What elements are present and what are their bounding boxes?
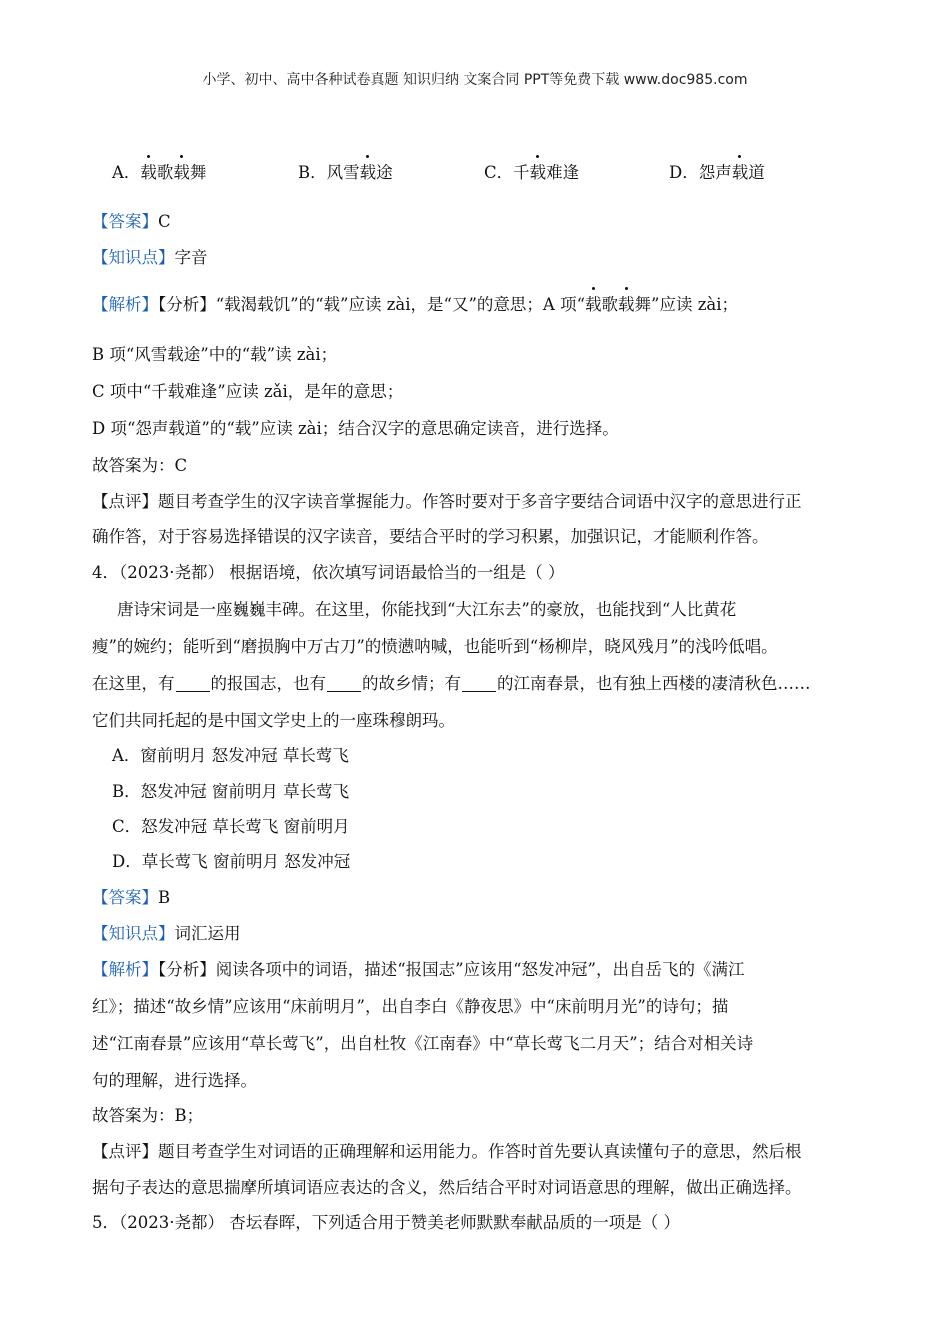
q4-option-c: C．怒发冲冠 草长莺飞 窗前明月 xyxy=(112,817,350,836)
q4-comment-line-2: 据句子表达的意思揣摩所填词语应表达的含义，然后结合平时对词语意思的理解，做出正确选择。 xyxy=(92,1178,802,1197)
q4-analysis-line-3: 述“江南春景”应该用“草长莺飞”，出自杜牧《江南春》中“草长莺飞二月天”；结合对相关诗 xyxy=(92,1034,754,1053)
q3-answer: 【答案】C xyxy=(92,212,171,231)
q4-knowledge-point: 【知识点】词汇运用 xyxy=(92,924,241,943)
q3-analysis-line-2: B 项“风雪载途”中的“载”读 zài； xyxy=(92,345,338,364)
q4-passage-line-3: 在这里，有 的报国志，也有 的故乡情；有 的江南春景，也有独上西楼的凄清秋色…… xyxy=(92,674,811,693)
q4-passage-line-1: 唐诗宋词是一座巍巍丰碑。在这里，你能找到“大江东去”的豪放，也能找到“人比黄花 xyxy=(117,600,737,619)
q4-option-d: D．草长莺飞 窗前明月 怒发冲冠 xyxy=(112,852,351,871)
q4-analysis-line-4: 句的理解，进行选择。 xyxy=(92,1071,257,1090)
q5-stem: 5．（2023·尧都） 杏坛春晖，下列适合用于赞美老师默默奉献品质的一项是（ ） xyxy=(92,1213,680,1232)
blank-2 xyxy=(327,675,361,693)
q4-comment-line-1: 【点评】题目考查学生对词语的正确理解和运用能力。作答时首先要认真读懂句子的意思，然后根 xyxy=(92,1142,802,1161)
q3-knowledge-point: 【知识点】字音 xyxy=(92,248,208,267)
q4-answer: 【答案】B xyxy=(92,888,171,907)
q3-analysis-line-3: C 项中“千载难逢”应读 zǎi，是年的意思； xyxy=(92,382,404,401)
page-header: 小学、初中、高中各种试卷真题 知识归纳 文案合同 PPT等免费下载 www.doc985.com xyxy=(202,72,748,88)
q3-comment-line-2: 确作答，对于容易选择错误的汉字读音，要结合平时的学习积累，加强识记，才能顺利作答。 xyxy=(92,527,769,546)
q4-passage-line-2: 瘦”的婉约；能听到“磨损胸中万古刀”的愤懑呐喊，也能听到“杨柳岸，晓风残月”的浅吟低唱。 xyxy=(92,637,778,656)
q4-analysis-line-1: 【解析】【分析】阅读各项中的词语，描述“报国志”应该用“怒发冲冠”，出自岳飞的《满江 xyxy=(92,960,745,979)
q4-passage-line-4: 它们共同托起的是中国文学史上的一座珠穆朗玛。 xyxy=(92,711,455,730)
blank-1 xyxy=(176,675,210,693)
q3-option-a: A．载歌载舞 xyxy=(112,159,206,183)
q4-conclusion: 故答案为：B； xyxy=(92,1106,204,1125)
q3-conclusion: 故答案为：C xyxy=(92,456,188,475)
q3-analysis-line-4: D 项“怨声载道”的“载”应读 zài；结合汉字的意思确定读音，进行选择。 xyxy=(92,419,619,438)
q3-analysis-line-1: 【解析】【分析】“载渴载饥”的“载”应读 zài，是“又”的意思；A 项“载歌载舞”应读 zài； xyxy=(92,291,738,315)
q3-comment-line-1: 【点评】题目考查学生的汉字读音掌握能力。作答时要对于多音字要结合词语中汉字的意思进行正 xyxy=(92,492,802,511)
q3-option-d: D．怨声载道 xyxy=(669,159,765,183)
q3-options xyxy=(112,159,872,183)
q4-option-a: A．窗前明月 怒发冲冠 草长莺飞 xyxy=(112,746,349,765)
blank-3 xyxy=(462,675,496,693)
q4-analysis-line-2: 红》；描述“故乡情”应该用“床前明月”，出自李白《静夜思》中“床前明月光”的诗句；描 xyxy=(92,997,729,1016)
q3-option-c: C．千载难逢 xyxy=(484,159,579,183)
q4-stem: 4．（2023·尧都） 根据语境，依次填写词语最恰当的一组是（ ） xyxy=(92,563,565,582)
q4-option-b: B．怒发冲冠 窗前明月 草长莺飞 xyxy=(112,782,350,801)
q3-option-b: B．风雪载途 xyxy=(298,159,393,183)
